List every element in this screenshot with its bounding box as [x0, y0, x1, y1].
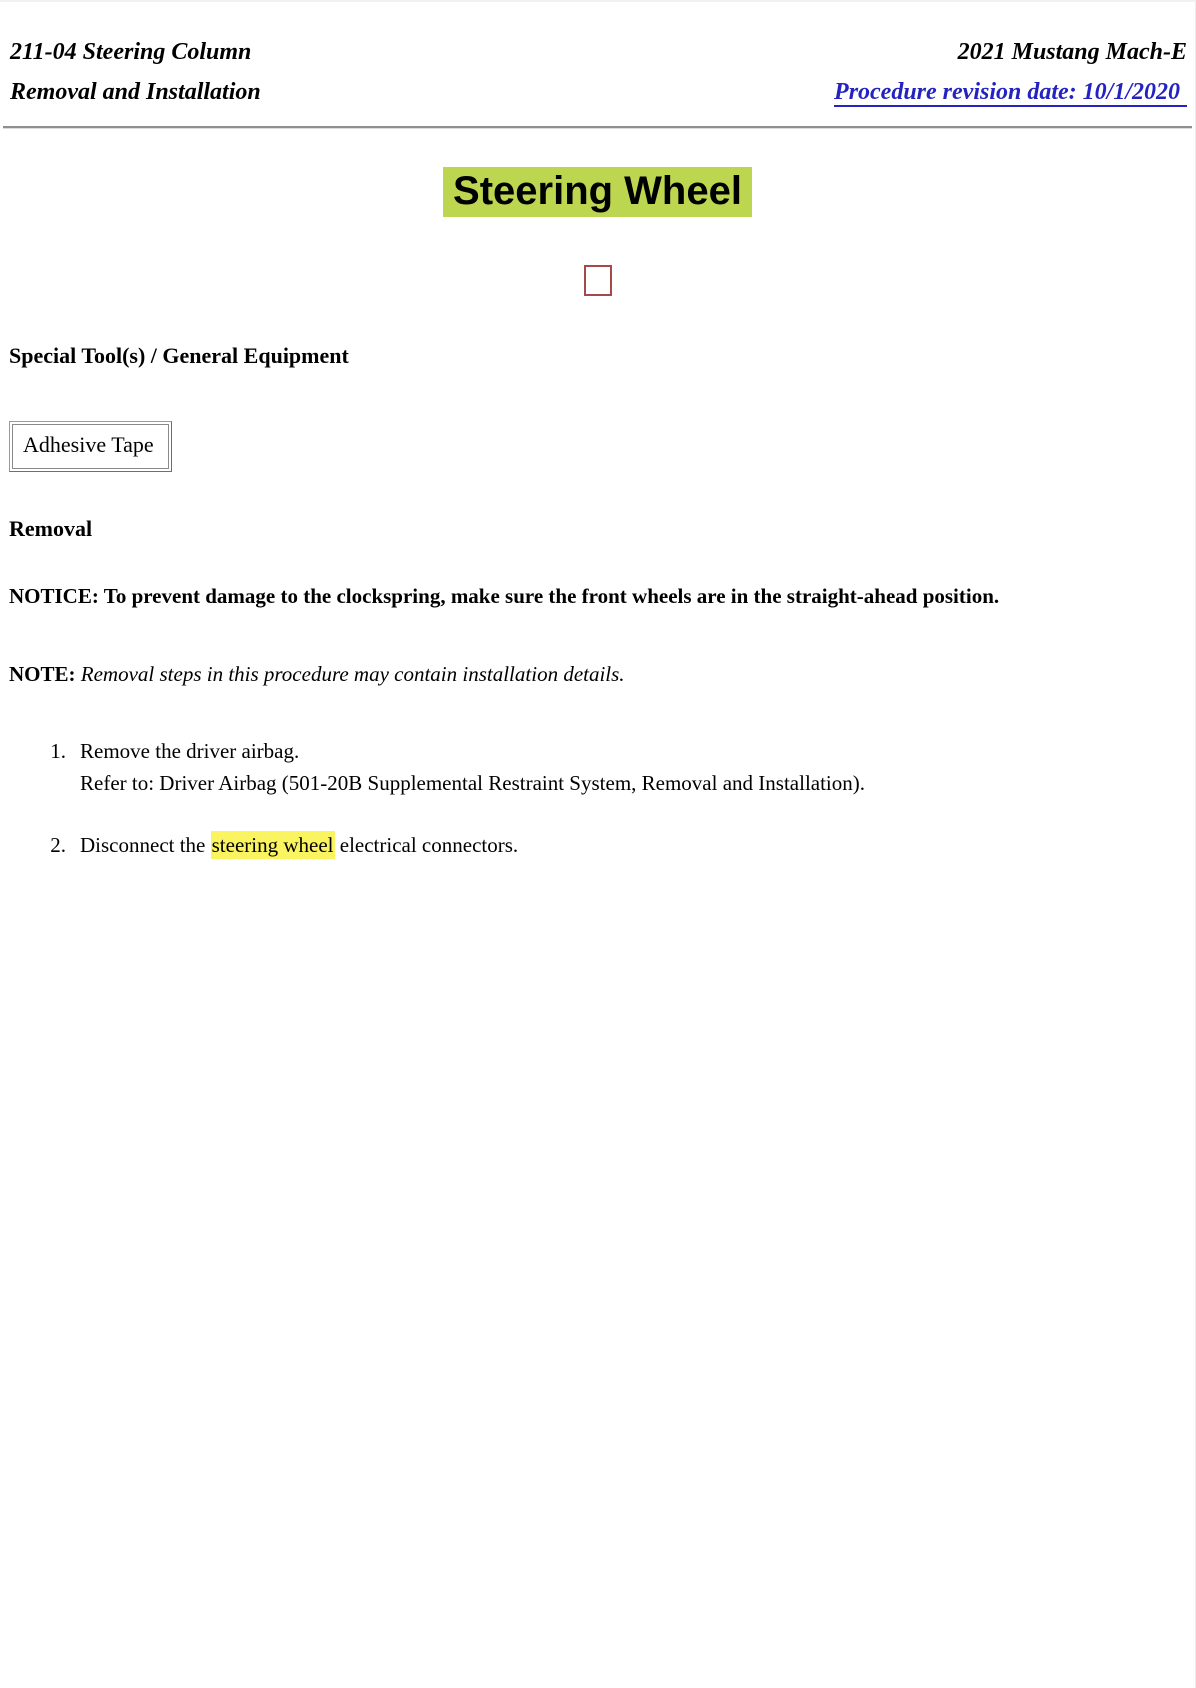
step-2 [0, 830, 1195, 862]
step-2-number: 2. [50, 833, 66, 858]
note-text: Removal steps in this procedure may contain installation details. [80, 661, 625, 686]
notice-text: To prevent damage to the clockspring, make sure the front wheels are in the straight-ahead position. [103, 583, 1000, 608]
header-left [10, 32, 261, 112]
procedure-steps [0, 736, 1195, 862]
tool-item-adhesive-tape: Adhesive Tape [12, 424, 169, 468]
step-1-number: 1. [50, 739, 66, 764]
step-1-body [80, 736, 865, 800]
missing-image-icon [584, 265, 612, 296]
step-2-text-post: electrical connectors. [339, 833, 519, 858]
special-tools-heading: Special Tool(s) / General Equipment [9, 343, 349, 369]
step-1 [0, 736, 1195, 800]
step-1-reference: Refer to: Driver Airbag (501-20B Supplemental Restraint System, Removal and Installation). [80, 771, 866, 796]
note-label: NOTE: [9, 661, 76, 686]
step-2-text-pre: Disconnect the [80, 833, 206, 858]
search-highlight: steering wheel [211, 833, 334, 858]
page-title: Steering Wheel [443, 167, 752, 217]
header-right [834, 32, 1187, 112]
figure-section [0, 265, 1195, 301]
section-subtitle: Removal and Installation [10, 79, 261, 105]
document-header [0, 2, 1195, 112]
title-section [0, 167, 1195, 217]
step-1-text: Remove the driver airbag. [80, 739, 300, 764]
header-divider [3, 126, 1192, 129]
notice-label: NOTICE: [9, 583, 99, 608]
note-paragraph [9, 659, 1185, 691]
section-code: 211-04 Steering Column [10, 39, 252, 65]
removal-heading: Removal [9, 515, 93, 541]
special-tools-table [9, 421, 172, 471]
vehicle-model: 2021 Mustang Mach-E [957, 39, 1187, 65]
step-2-body [80, 830, 518, 862]
notice-paragraph [9, 580, 1185, 613]
procedure-revision-link[interactable]: Procedure revision date: 10/1/2020 [834, 79, 1187, 107]
